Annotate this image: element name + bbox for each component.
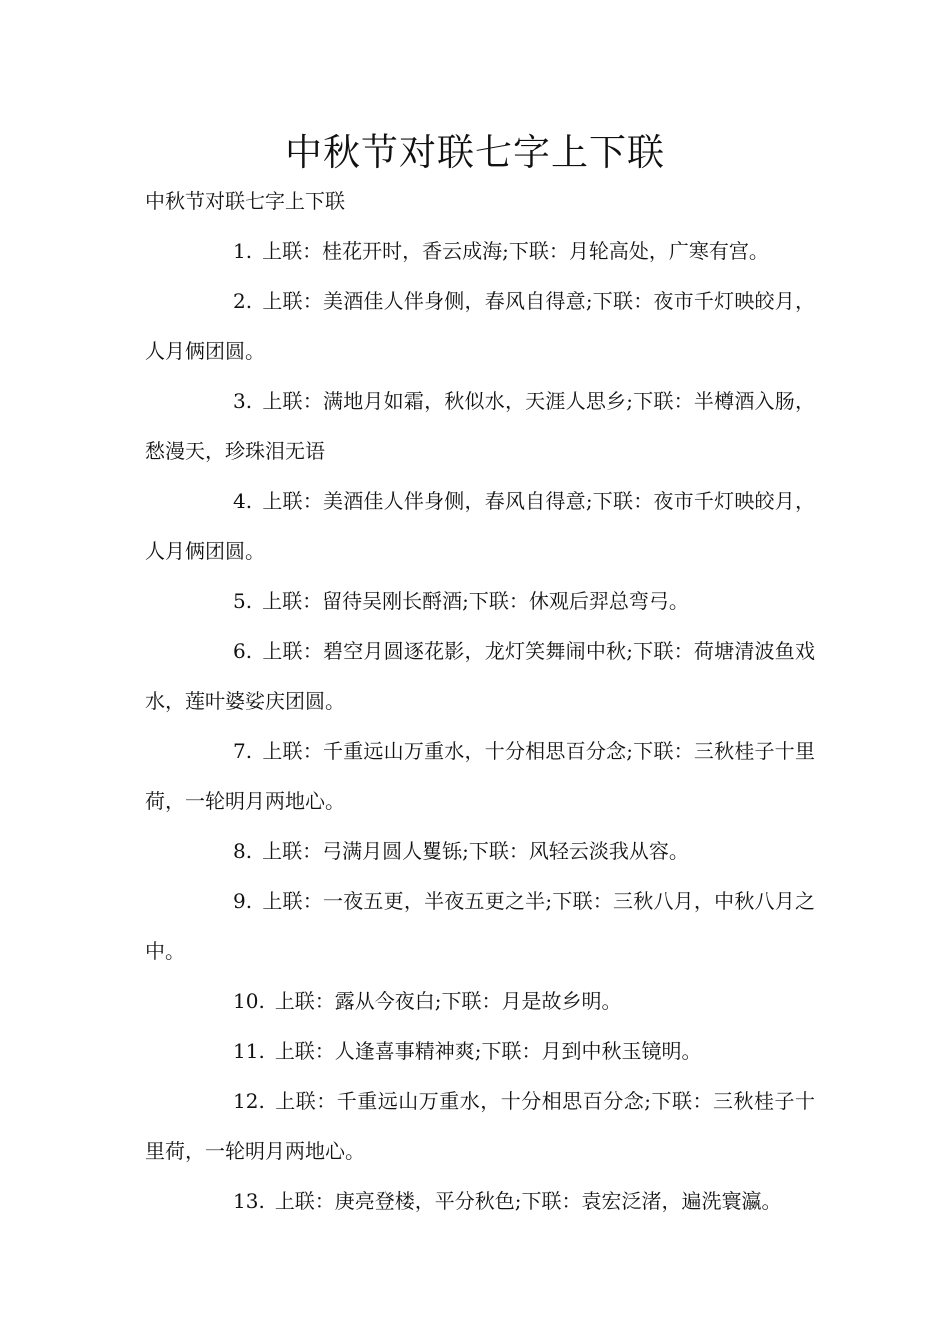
couplet-entry-11 — [145, 1026, 815, 1076]
entry-text: 上联：美酒佳人伴身侧，春风自得意;下联：夜市千灯映皎月，人月俩团圆。 — [145, 489, 815, 563]
couplet-entry-3 — [145, 376, 815, 476]
couplet-entry-2 — [145, 276, 815, 376]
entry-number: 11. — [233, 1039, 265, 1063]
entry-number: 6. — [233, 639, 253, 663]
entry-number: 10. — [233, 989, 265, 1013]
couplet-entry-4 — [145, 476, 815, 576]
document-body — [145, 176, 815, 1226]
entry-number: 12. — [233, 1089, 265, 1113]
entry-text: 上联：碧空月圆逐花影，龙灯笑舞闹中秋;下联：荷塘清波鱼戏水，莲叶婆娑庆团圆。 — [145, 639, 815, 713]
entry-number: 5. — [233, 589, 253, 613]
document-subtitle: 中秋节对联七字上下联 — [145, 189, 345, 213]
couplet-entry-9 — [145, 876, 815, 976]
entry-text: 上联：桂花开时，香云成海;下联：月轮高处，广寒有宫。 — [262, 239, 769, 263]
entry-text: 上联：千重远山万重水，十分相思百分念;下联：三秋桂子十里荷，一轮明月两地心。 — [145, 1089, 815, 1163]
couplet-entry-6 — [145, 626, 815, 726]
entry-number: 8. — [233, 839, 253, 863]
entry-text: 上联：露从今夜白;下联：月是故乡明。 — [274, 989, 622, 1013]
couplet-entry-13 — [145, 1176, 815, 1226]
document-title: 中秋节对联七字上下联 — [285, 131, 665, 174]
entry-number: 2. — [233, 289, 253, 313]
couplet-entry-8 — [145, 826, 815, 876]
entry-number: 1. — [233, 239, 253, 263]
entry-text: 上联：庚亮登楼，平分秋色;下联：袁宏泛渚，遍洗寰瀛。 — [274, 1189, 782, 1213]
entry-text: 上联：弓满月圆人矍铄;下联：风轻云淡我从容。 — [262, 839, 689, 863]
couplet-entry-12 — [145, 1076, 815, 1176]
entry-number: 9. — [233, 889, 253, 913]
entry-number: 4. — [233, 489, 253, 513]
entry-text: 上联：满地月如霜，秋似水，天涯人思乡;下联：半樽酒入肠，愁漫天，珍珠泪无语 — [145, 389, 815, 463]
entry-number: 13. — [233, 1189, 265, 1213]
entry-text: 上联：一夜五更，半夜五更之半;下联：三秋八月，中秋八月之中。 — [145, 889, 815, 963]
entry-number: 3. — [233, 389, 253, 413]
couplet-entry-10 — [145, 976, 815, 1026]
entry-text: 上联：留待吴刚长酹酒;下联：休观后羿总弯弓。 — [262, 589, 689, 613]
entry-text: 上联：美酒佳人伴身侧，春风自得意;下联：夜市千灯映皎月，人月俩团圆。 — [145, 289, 815, 363]
entry-text: 上联：千重远山万重水，十分相思百分念;下联：三秋桂子十里荷，一轮明月两地心。 — [145, 739, 815, 813]
couplet-entry-1 — [145, 226, 815, 276]
couplet-entry-7 — [145, 726, 815, 826]
couplet-entry-5 — [145, 576, 815, 626]
entry-number: 7. — [233, 739, 253, 763]
entry-text: 上联：人逢喜事精神爽;下联：月到中秋玉镜明。 — [274, 1039, 702, 1063]
